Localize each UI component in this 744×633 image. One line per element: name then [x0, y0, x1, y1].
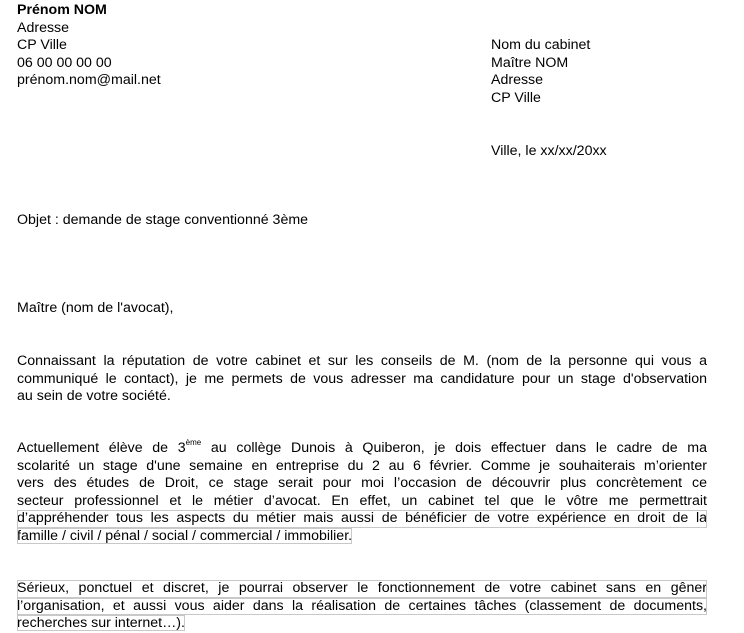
letter-salutation: Maître (nom de l'avocat), — [17, 300, 174, 316]
recipient-city: CP Ville — [491, 89, 541, 106]
paragraph-motivation — [17, 440, 707, 545]
letter-object: Objet : demande de stage conventionné 3ème — [17, 212, 309, 228]
sender-city: CP Ville — [17, 37, 67, 53]
recipient-address: Adresse — [491, 72, 544, 88]
paragraph-qualities — [17, 580, 707, 633]
superscript-ordinal: ème — [185, 438, 202, 447]
sender-address: Adresse — [17, 19, 70, 36]
paragraph-line — [17, 528, 707, 546]
sender-name: Prénom NOM — [17, 2, 107, 18]
sender-phone: 06 00 00 00 00 — [17, 54, 112, 71]
paragraph-line: l’organisation, et aussi vous aider dans la réalisation de certaines tâches (classement de documents, — [17, 597, 707, 614]
paragraph-line: communiqué le contact), je me permets de vous adresser ma candidature pour un stage d'observation — [17, 370, 707, 387]
recipient-block — [491, 37, 590, 107]
paragraph-line-part: Actuellement élève de 3 — [17, 440, 186, 456]
paragraph-line: Sérieux, ponctuel et discret, je pourrai observer le fonctionnement de votre cabinet sans en gêner — [17, 580, 707, 596]
sender-block — [17, 2, 161, 90]
recipient-firm: Nom du cabinet — [491, 37, 591, 53]
paragraph-line: au sein de votre société. — [17, 388, 171, 404]
letter-date: Ville, le xx/xx/20xx — [491, 143, 607, 159]
paragraph-line-part: recherches sur internet…). — [17, 615, 185, 631]
recipient-name: Maître NOM — [491, 54, 569, 71]
paragraph-line-part: famille / civil / pénal / social / commercial / immobilier. — [17, 527, 353, 544]
paragraph-line-part: au collège Dunois à Quiberon, je dois effectuer dans le cadre de ma — [201, 440, 707, 456]
paragraph-line: secteur professionnel et le métier d’avocat. En effet, un cabinet tel que le vôtre me permettrait — [17, 492, 707, 509]
paragraph-line: scolarité un stage d'une semaine en entreprise du 2 au 6 février. Comme je souhaiterais m’orienter — [17, 457, 707, 474]
sender-email: prénom.nom@mail.net — [17, 72, 161, 88]
paragraph-line: Connaissant la réputation de votre cabinet et sur les conseils de M. (nom de la personne qui vous a — [17, 353, 707, 369]
paragraph-line: d’appréhender tous les aspects du métier mais aussi de bénéficier de votre expérience en droit de la — [17, 510, 707, 526]
paragraph-line: vers des études de Droit, ce stage serait pour moi l’occasion de découvrir plus concrètement ce — [17, 475, 707, 491]
paragraph-introduction — [17, 353, 707, 406]
paragraph-line — [17, 440, 707, 458]
